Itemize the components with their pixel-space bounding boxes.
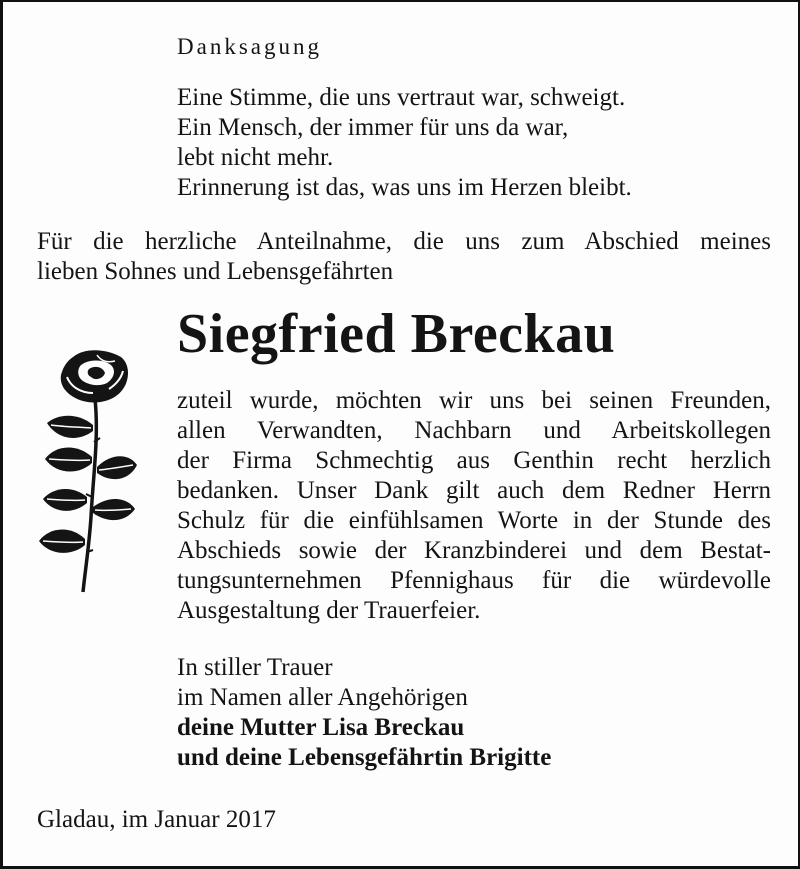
signature-block [177,653,551,773]
intro-line: Für die herzliche Anteilnahme, die uns zum Abschied meines [37,228,771,255]
body-line: bedanken. Unser Dank gilt auch dem Redner Herrn [177,477,771,504]
rose-icon [37,347,137,597]
intro-paragraph [37,227,771,287]
signature-partner: und deine Lebensgefährtin Brigitte [177,744,552,771]
signature-line: im Namen aller Angehörigen [177,684,468,711]
body-line: tungsunternehmen Pfennighaus für die würdevolle [177,567,771,594]
thanks-paragraph [177,386,771,626]
body-line: Abschieds sowie der Kranzbinderei und dem Bestat- [177,537,771,564]
body-line: Schulz für die einfühlsamen Worte in der Stunde des [177,507,771,534]
poem-line: lebt nicht mehr. [177,144,334,171]
intro-line: lieben Sohnes und Lebensgefährten [37,258,394,285]
body-line: Ausgestaltung der Trauerfeier. [177,597,481,624]
signature-mother: deine Mutter Lisa Breckau [177,714,465,741]
poem-line: Eine Stimme, die uns vertraut war, schweigt. [177,84,626,111]
body-line: der Firma Schmechtig aus Genthin recht herzlich [177,447,771,474]
poem-line: Ein Mensch, der immer für uns da war, [177,114,569,141]
body-line: allen Verwandten, Nachbarn und Arbeitskollegen [177,417,771,444]
poem-line: Erinnerung ist das, was uns im Herzen bleibt. [177,174,632,201]
signature-line: In stiller Trauer [177,654,333,681]
notice-heading: Danksagung [177,34,322,59]
place-date: Gladau, im Januar 2017 [37,806,276,833]
memorial-poem [177,83,632,203]
deceased-name: Siegfried Breckau [177,303,616,365]
body-line: zuteil wurde, möchten wir uns bei seinen Freunden, [177,387,771,414]
